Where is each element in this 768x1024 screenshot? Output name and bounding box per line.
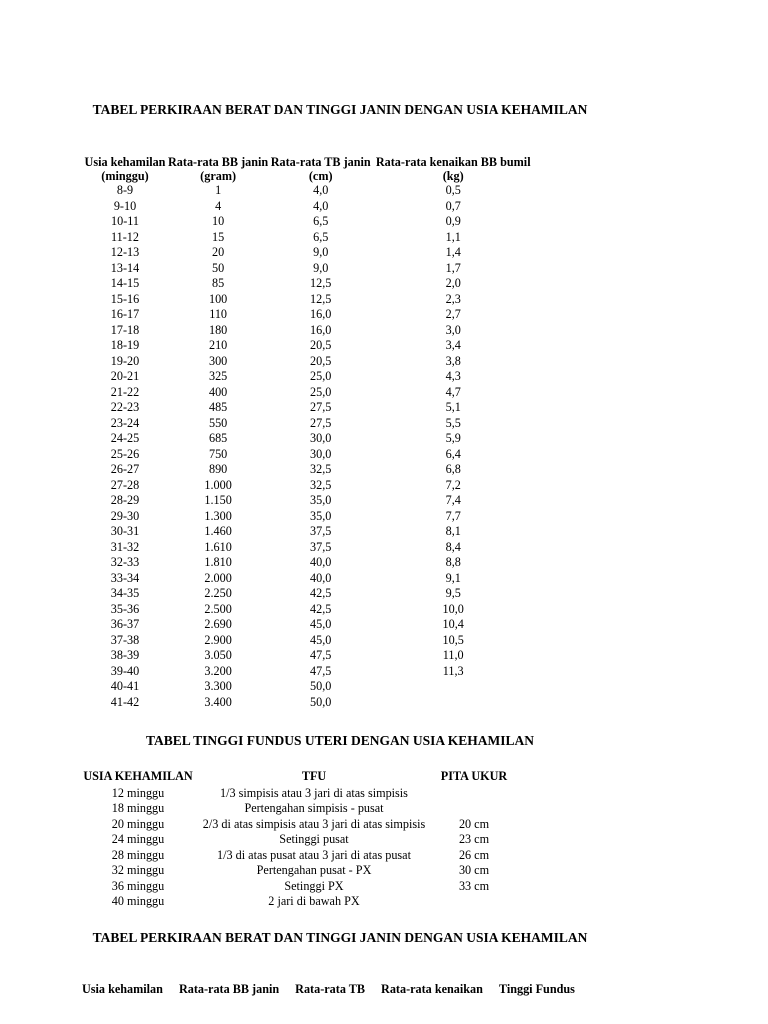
cell-tb-janin: 20,5	[310, 353, 332, 368]
table-row	[82, 323, 533, 339]
cell-bb-janin: 2.250	[204, 586, 232, 600]
cell-usia: 22-23	[110, 400, 140, 414]
table-row	[82, 462, 533, 478]
cell-bb-janin: 1.810	[204, 555, 232, 569]
table-row	[82, 292, 533, 308]
header-usia-kehamilan: Usia kehamilan	[82, 982, 163, 996]
cell-usia: 17-18	[110, 322, 140, 337]
header-bb-janin: Rata-rata BB janin	[178, 982, 280, 996]
cell-tb-janin: 30,0	[310, 446, 332, 461]
table-row	[82, 478, 533, 494]
cell-bb-janin: 100	[208, 291, 228, 306]
table-row	[82, 786, 514, 802]
cell-kenaikan-bb: 8,8	[445, 555, 461, 569]
cell-bb-janin: 3.050	[204, 648, 232, 662]
cell-pita-ukur: 33 cm	[458, 878, 490, 893]
cell-kenaikan-bb: 2,0	[445, 276, 461, 290]
cell-kenaikan-bb: 9,5	[445, 586, 461, 600]
header-tb: Rata-rata TB	[295, 982, 366, 996]
table-row	[82, 571, 533, 587]
cell-kenaikan-bb: 3,4	[445, 338, 461, 352]
cell-bb-janin: 3.200	[204, 663, 232, 678]
section1-title: TABEL PERKIRAAN BERAT DAN TINGGI JANIN DENGAN USIA KEHAMILAN	[92, 102, 588, 117]
header-kenaikan: Rata-rata kenaikan	[381, 982, 483, 996]
cell-usia: 29-30	[110, 508, 140, 523]
cell-tb-janin: 45,0	[310, 617, 332, 631]
table-row	[82, 214, 533, 230]
cell-usia: 40-41	[110, 679, 140, 693]
cell-kenaikan-bb: 7,4	[445, 493, 461, 507]
cell-pita-ukur: 23 cm	[458, 832, 490, 846]
table-row	[82, 602, 533, 618]
table-row	[82, 633, 533, 649]
cell-bb-janin: 2.000	[204, 570, 232, 585]
cell-usia: 9-10	[113, 198, 137, 213]
cell-usia: 36-37	[110, 617, 140, 631]
header-bb-janin: Rata-rata BB janin (gram)	[168, 155, 269, 183]
cell-bb-janin: 50	[212, 260, 225, 275]
cell-usia: 18 minggu	[111, 801, 165, 815]
cell-kenaikan-bb: 0,7	[445, 198, 461, 213]
cell-usia: 35-36	[110, 601, 140, 616]
cell-kenaikan-bb: 6,4	[445, 446, 461, 461]
cell-tb-janin: 42,5	[310, 586, 332, 600]
table-row	[82, 245, 533, 261]
cell-tb-janin: 6,5	[313, 214, 329, 228]
cell-usia: 13-14	[110, 260, 140, 275]
cell-bb-janin: 3.300	[204, 679, 232, 693]
cell-bb-janin: 1.610	[204, 539, 232, 554]
cell-usia: 18-19	[110, 338, 140, 352]
cell-tb-janin: 4,0	[313, 183, 329, 197]
table-row	[82, 307, 533, 323]
cell-usia: 21-22	[110, 384, 140, 399]
cell-tb-janin: 12,5	[310, 291, 332, 306]
cell-tfu: 1/3 di atas pusat atau 3 jari di atas pusat	[217, 847, 411, 862]
cell-usia: 20 minggu	[111, 816, 165, 831]
cell-kenaikan-bb: 0,9	[445, 214, 461, 228]
cell-tb-janin: 50,0	[310, 694, 332, 709]
table-row	[82, 540, 533, 556]
cell-kenaikan-bb: 1,7	[445, 260, 461, 275]
cell-kenaikan-bb	[373, 679, 533, 695]
cell-kenaikan-bb: 11,3	[442, 663, 464, 678]
cell-tb-janin: 16,0	[310, 307, 332, 321]
cell-kenaikan-bb: 7,7	[445, 508, 461, 523]
cell-bb-janin: 890	[208, 462, 228, 476]
cell-usia: 8-9	[116, 183, 134, 197]
cell-kenaikan-bb: 2,3	[445, 291, 461, 306]
cell-bb-janin: 1.000	[204, 477, 232, 492]
table-row	[82, 817, 514, 833]
cell-usia: 34-35	[110, 586, 140, 600]
cell-usia: 38-39	[110, 648, 140, 662]
cell-bb-janin: 180	[208, 322, 228, 337]
cell-kenaikan-bb: 4,3	[445, 369, 461, 383]
table-row	[82, 183, 533, 199]
cell-tb-janin: 32,5	[310, 462, 332, 476]
cell-usia: 31-32	[110, 539, 140, 554]
cell-tb-janin: 25,0	[310, 384, 332, 399]
table-row	[82, 230, 533, 246]
cell-bb-janin: 1.460	[204, 524, 232, 538]
cell-bb-janin: 4	[215, 198, 222, 213]
fetal-weight-fundus-table	[82, 982, 591, 998]
cell-usia: 19-20	[110, 353, 140, 368]
table-row	[82, 385, 533, 401]
table-row	[82, 354, 533, 370]
table-row	[82, 801, 514, 817]
cell-usia: 12 minggu	[111, 785, 165, 800]
table-row	[82, 400, 533, 416]
cell-kenaikan-bb: 10,0	[442, 601, 464, 616]
section2-title: TABEL TINGGI FUNDUS UTERI DENGAN USIA KEHAMILAN	[145, 733, 535, 748]
cell-tb-janin: 50,0	[310, 679, 332, 693]
cell-kenaikan-bb: 9,1	[445, 570, 461, 585]
cell-kenaikan-bb: 5,9	[445, 431, 461, 445]
cell-usia: 32-33	[110, 555, 140, 569]
cell-tb-janin: 4,0	[313, 198, 329, 213]
fetal-weight-height-table	[82, 155, 533, 710]
cell-pita-ukur: 20 cm	[458, 816, 490, 831]
cell-pita-ukur	[434, 801, 514, 817]
cell-usia: 12-13	[110, 245, 140, 259]
table-row	[82, 832, 514, 848]
table-row	[82, 199, 533, 215]
header-kenaikan-bb-bumil: Rata-rata kenaikan BB bumil (kg)	[375, 155, 531, 183]
cell-tb-janin: 12,5	[310, 276, 332, 290]
table-row	[82, 524, 533, 540]
table-row	[82, 863, 514, 879]
table-row	[82, 261, 533, 277]
cell-bb-janin: 750	[208, 446, 228, 461]
cell-kenaikan-bb: 4,7	[445, 384, 461, 399]
cell-pita-ukur: 30 cm	[458, 863, 490, 877]
cell-kenaikan-bb: 5,1	[445, 400, 461, 414]
cell-kenaikan-bb: 5,5	[445, 415, 461, 430]
cell-usia: 20-21	[110, 369, 140, 383]
cell-usia: 40 minggu	[111, 894, 165, 908]
cell-kenaikan-bb: 1,1	[445, 229, 461, 244]
cell-tb-janin: 47,5	[310, 648, 332, 662]
cell-kenaikan-bb: 10,5	[442, 632, 464, 647]
cell-usia: 15-16	[110, 291, 140, 306]
cell-bb-janin: 1	[215, 183, 222, 197]
table-row	[82, 586, 533, 602]
table-row	[82, 493, 533, 509]
table-row	[82, 664, 533, 680]
cell-kenaikan-bb	[373, 695, 533, 711]
cell-bb-janin: 2.900	[204, 632, 232, 647]
cell-bb-janin: 110	[209, 307, 228, 321]
cell-kenaikan-bb: 2,7	[445, 307, 461, 321]
header-tfu: TFU	[301, 769, 327, 783]
cell-tb-janin: 47,5	[310, 663, 332, 678]
table-row	[82, 509, 533, 525]
cell-tb-janin: 20,5	[310, 338, 332, 352]
cell-bb-janin: 210	[208, 338, 228, 352]
cell-kenaikan-bb: 11,0	[442, 648, 464, 662]
cell-bb-janin: 550	[208, 415, 228, 430]
cell-tb-janin: 16,0	[310, 322, 332, 337]
cell-tb-janin: 42,5	[310, 601, 332, 616]
cell-kenaikan-bb: 3,8	[445, 353, 461, 368]
cell-tb-janin: 27,5	[310, 415, 332, 430]
cell-tfu: 2 jari di bawah PX	[268, 894, 360, 908]
cell-bb-janin: 10	[212, 214, 225, 228]
cell-bb-janin: 325	[208, 369, 228, 383]
cell-tb-janin: 6,5	[313, 229, 329, 244]
table-header-row	[82, 769, 514, 786]
cell-bb-janin: 485	[208, 400, 228, 414]
table-row	[82, 431, 533, 447]
cell-usia: 25-26	[110, 446, 140, 461]
cell-tb-janin: 25,0	[310, 369, 332, 383]
cell-usia: 10-11	[111, 214, 139, 228]
table-row	[82, 369, 533, 385]
fundus-height-table	[82, 769, 514, 910]
cell-usia: 36 minggu	[111, 878, 165, 893]
cell-tb-janin: 27,5	[310, 400, 332, 414]
cell-bb-janin: 685	[208, 431, 228, 445]
section3-title: TABEL PERKIRAAN BERAT DAN TINGGI JANIN DENGAN USIA KEHAMILAN	[92, 930, 588, 945]
cell-kenaikan-bb: 7,2	[445, 477, 461, 492]
table-row	[82, 617, 533, 633]
cell-kenaikan-bb: 1,4	[445, 245, 461, 259]
cell-usia: 23-24	[110, 415, 140, 430]
cell-kenaikan-bb: 8,1	[445, 524, 461, 538]
cell-tb-janin: 40,0	[310, 570, 332, 585]
cell-tfu: Pertengahan simpisis - pusat	[244, 801, 384, 815]
cell-tb-janin: 30,0	[310, 431, 332, 445]
cell-usia: 33-34	[110, 570, 140, 585]
cell-bb-janin: 15	[212, 229, 225, 244]
cell-pita-ukur: 26 cm	[458, 847, 490, 862]
cell-tb-janin: 40,0	[310, 555, 332, 569]
table-header-row	[82, 155, 533, 183]
cell-kenaikan-bb: 10,4	[442, 617, 464, 631]
header-pita-ukur: PITA UKUR	[440, 769, 508, 783]
cell-usia: 16-17	[110, 307, 140, 321]
cell-usia: 24 minggu	[111, 832, 165, 846]
cell-bb-janin: 2.690	[204, 617, 232, 631]
cell-tfu: Setinggi PX	[284, 878, 344, 893]
cell-tb-janin: 45,0	[310, 632, 332, 647]
cell-bb-janin: 300	[208, 353, 228, 368]
cell-usia: 28 minggu	[111, 847, 165, 862]
cell-bb-janin: 2.500	[204, 601, 232, 616]
cell-tb-janin: 35,0	[310, 493, 332, 507]
table-row	[82, 879, 514, 895]
header-tinggi-fundus: Tinggi Fundus	[498, 982, 575, 996]
cell-usia: 32 minggu	[111, 863, 165, 877]
cell-tfu: Pertengahan pusat - PX	[256, 863, 372, 877]
cell-usia: 27-28	[110, 477, 140, 492]
table-row	[82, 276, 533, 292]
table-row	[82, 555, 533, 571]
header-tb-janin: Rata-rata TB janin (cm)	[270, 155, 371, 183]
cell-pita-ukur	[434, 894, 514, 910]
cell-bb-janin: 1.150	[204, 493, 232, 507]
cell-tfu: 2/3 di atas simpisis atau 3 jari di atas simpisis	[202, 816, 426, 831]
cell-usia: 11-12	[111, 229, 139, 244]
cell-bb-janin: 400	[208, 384, 228, 399]
cell-tb-janin: 9,0	[313, 245, 329, 259]
cell-bb-janin: 20	[212, 245, 225, 259]
cell-usia: 28-29	[110, 493, 140, 507]
cell-tb-janin: 35,0	[310, 508, 332, 523]
table-header-row	[82, 982, 591, 998]
cell-tb-janin: 32,5	[310, 477, 332, 492]
table-row	[82, 894, 514, 910]
header-usia-kehamilan: Usia kehamilan (minggu)	[84, 155, 166, 183]
table-row	[82, 695, 533, 711]
table-row	[82, 648, 533, 664]
cell-bb-janin: 85	[212, 276, 225, 290]
cell-bb-janin: 3.400	[204, 694, 232, 709]
table-row	[82, 416, 533, 432]
cell-usia: 37-38	[110, 632, 140, 647]
cell-bb-janin: 1.300	[204, 508, 232, 523]
cell-tfu: Setinggi pusat	[279, 832, 349, 846]
cell-usia: 39-40	[110, 663, 140, 678]
cell-tfu: 1/3 simpisis atau 3 jari di atas simpisis	[220, 785, 408, 800]
cell-kenaikan-bb: 3,0	[445, 322, 461, 337]
cell-usia: 26-27	[110, 462, 140, 476]
cell-usia: 14-15	[110, 276, 140, 290]
table-row	[82, 679, 533, 695]
table-row	[82, 338, 533, 354]
cell-kenaikan-bb: 6,8	[445, 462, 461, 476]
header-usia-kehamilan: USIA KEHAMILAN	[83, 769, 193, 783]
cell-usia: 41-42	[110, 694, 140, 709]
cell-tb-janin: 37,5	[310, 524, 332, 538]
cell-kenaikan-bb: 0,5	[445, 183, 461, 197]
cell-tb-janin: 37,5	[310, 539, 332, 554]
cell-kenaikan-bb: 8,4	[445, 539, 461, 554]
table-row	[82, 848, 514, 864]
cell-tb-janin: 9,0	[313, 260, 329, 275]
cell-usia: 24-25	[110, 431, 140, 445]
table-row	[82, 447, 533, 463]
cell-pita-ukur	[434, 786, 514, 802]
cell-usia: 30-31	[110, 524, 140, 538]
